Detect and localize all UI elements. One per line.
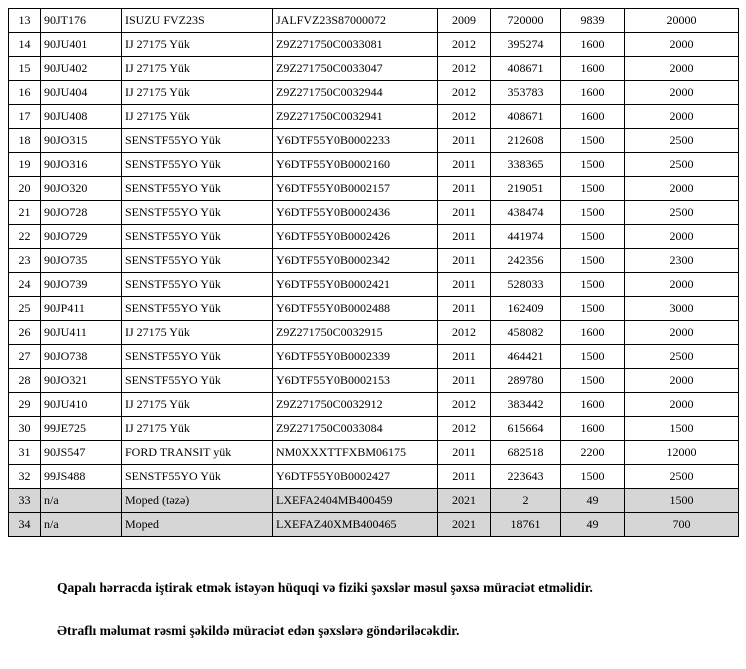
cell-model: IJ 27175 Yük [122,417,273,441]
cell-price: 2000 [625,393,739,417]
cell-engine: 1600 [561,57,625,81]
table-row [9,33,739,57]
cell-engine: 1500 [561,225,625,249]
cell-vin: Z9Z271750C0032941 [273,105,438,129]
cell-mileage: 338365 [491,153,561,177]
table-row [9,465,739,489]
cell-vin: Y6DTF55Y0B0002421 [273,273,438,297]
cell-model: SENSTF55YO Yük [122,225,273,249]
cell-price: 2500 [625,129,739,153]
cell-engine: 1500 [561,369,625,393]
cell-vin: Y6DTF55Y0B0002488 [273,297,438,321]
cell-no: 31 [9,441,41,465]
cell-model: IJ 27175 Yük [122,57,273,81]
table-row [9,417,739,441]
cell-no: 14 [9,33,41,57]
cell-plate: 90JO728 [41,201,122,225]
cell-price: 2000 [625,57,739,81]
cell-model: SENSTF55YO Yük [122,129,273,153]
cell-price: 2000 [625,33,739,57]
cell-mileage: 408671 [491,105,561,129]
cell-plate: 90JU402 [41,57,122,81]
cell-no: 34 [9,513,41,537]
cell-plate: 90JU411 [41,321,122,345]
cell-year: 2011 [438,345,491,369]
cell-no: 15 [9,57,41,81]
cell-plate: n/a [41,489,122,513]
cell-plate: 99JE725 [41,417,122,441]
cell-vin: Y6DTF55Y0B0002160 [273,153,438,177]
cell-model: Moped [122,513,273,537]
cell-mileage: 162409 [491,297,561,321]
cell-year: 2011 [438,129,491,153]
cell-vin: Y6DTF55Y0B0002233 [273,129,438,153]
cell-plate: 90JO316 [41,153,122,177]
cell-engine: 1600 [561,81,625,105]
cell-model: IJ 27175 Yük [122,321,273,345]
cell-mileage: 223643 [491,465,561,489]
cell-no: 21 [9,201,41,225]
cell-mileage: 458082 [491,321,561,345]
cell-no: 16 [9,81,41,105]
cell-year: 2011 [438,201,491,225]
cell-vin: Y6DTF55Y0B0002342 [273,249,438,273]
cell-model: SENSTF55YO Yük [122,201,273,225]
cell-year: 2011 [438,441,491,465]
cell-vin: JALFVZ23S87000072 [273,9,438,33]
vehicle-table-body [9,9,739,537]
table-row [9,105,739,129]
cell-no: 29 [9,393,41,417]
cell-engine: 49 [561,513,625,537]
table-row [9,81,739,105]
cell-engine: 1500 [561,273,625,297]
table-row [9,441,739,465]
cell-mileage: 219051 [491,177,561,201]
cell-year: 2011 [438,273,491,297]
cell-price: 2000 [625,321,739,345]
cell-plate: 90JO320 [41,177,122,201]
cell-no: 22 [9,225,41,249]
cell-no: 19 [9,153,41,177]
cell-mileage: 408671 [491,57,561,81]
cell-engine: 1500 [561,153,625,177]
cell-year: 2012 [438,105,491,129]
cell-plate: 90JU410 [41,393,122,417]
cell-price: 12000 [625,441,739,465]
cell-plate: 90JU401 [41,33,122,57]
cell-mileage: 242356 [491,249,561,273]
cell-price: 2000 [625,369,739,393]
cell-plate: 90JP411 [41,297,122,321]
cell-model: SENSTF55YO Yük [122,465,273,489]
cell-engine: 1600 [561,105,625,129]
cell-no: 33 [9,489,41,513]
cell-model: SENSTF55YO Yük [122,345,273,369]
cell-model: IJ 27175 Yük [122,33,273,57]
cell-no: 28 [9,369,41,393]
table-row [9,369,739,393]
cell-price: 2000 [625,177,739,201]
table-row [9,321,739,345]
cell-mileage: 2 [491,489,561,513]
cell-vin: Y6DTF55Y0B0002339 [273,345,438,369]
cell-engine: 1600 [561,321,625,345]
cell-year: 2011 [438,369,491,393]
cell-plate: 90JU404 [41,81,122,105]
cell-mileage: 18761 [491,513,561,537]
table-row [9,129,739,153]
cell-vin: Z9Z271750C0032915 [273,321,438,345]
cell-plate: n/a [41,513,122,537]
cell-year: 2012 [438,81,491,105]
cell-vin: LXEFAZ40XMB400465 [273,513,438,537]
table-row [9,153,739,177]
cell-model: SENSTF55YO Yük [122,297,273,321]
cell-price: 3000 [625,297,739,321]
table-row [9,201,739,225]
cell-engine: 9839 [561,9,625,33]
cell-year: 2012 [438,321,491,345]
cell-engine: 1500 [561,201,625,225]
cell-mileage: 289780 [491,369,561,393]
cell-mileage: 438474 [491,201,561,225]
cell-vin: Y6DTF55Y0B0002436 [273,201,438,225]
cell-price: 700 [625,513,739,537]
cell-engine: 2200 [561,441,625,465]
cell-price: 2000 [625,273,739,297]
cell-year: 2021 [438,513,491,537]
cell-engine: 1600 [561,33,625,57]
table-row [9,345,739,369]
cell-no: 13 [9,9,41,33]
cell-no: 24 [9,273,41,297]
table-row [9,177,739,201]
cell-price: 2500 [625,465,739,489]
cell-plate: 99JS488 [41,465,122,489]
table-row [9,9,739,33]
cell-model: Moped (təzə) [122,489,273,513]
cell-plate: 90JO738 [41,345,122,369]
cell-mileage: 615664 [491,417,561,441]
cell-no: 30 [9,417,41,441]
cell-year: 2011 [438,153,491,177]
cell-engine: 1500 [561,129,625,153]
cell-vin: LXEFA2404MB400459 [273,489,438,513]
cell-plate: 90JU408 [41,105,122,129]
cell-engine: 1500 [561,297,625,321]
cell-engine: 1500 [561,465,625,489]
cell-price: 2500 [625,201,739,225]
cell-no: 20 [9,177,41,201]
cell-price: 2000 [625,81,739,105]
cell-price: 1500 [625,489,739,513]
cell-engine: 1500 [561,249,625,273]
cell-year: 2021 [438,489,491,513]
cell-year: 2012 [438,57,491,81]
cell-model: SENSTF55YO Yük [122,249,273,273]
note-information: Ətraflı məlumat rəsmi şəkildə müraciət edən şəxslərə göndəriləcəkdir. [57,622,460,638]
cell-year: 2012 [438,33,491,57]
cell-year: 2011 [438,177,491,201]
cell-vin: Z9Z271750C0033081 [273,33,438,57]
table-row [9,273,739,297]
cell-mileage: 395274 [491,33,561,57]
cell-model: SENSTF55YO Yük [122,369,273,393]
cell-vin: Y6DTF55Y0B0002157 [273,177,438,201]
cell-mileage: 383442 [491,393,561,417]
cell-price: 2000 [625,225,739,249]
note-participation: Qapalı hərracda iştirak etmək istəyən hüquqi və fiziki şəxslər məsul şəxsə müraciət etməlidir. [57,580,593,595]
cell-mileage: 353783 [491,81,561,105]
cell-model: SENSTF55YO Yük [122,153,273,177]
cell-year: 2012 [438,393,491,417]
table-row [9,57,739,81]
cell-engine: 1500 [561,177,625,201]
cell-no: 26 [9,321,41,345]
cell-engine: 49 [561,489,625,513]
cell-vin: Y6DTF55Y0B0002427 [273,465,438,489]
cell-year: 2009 [438,9,491,33]
cell-price: 2000 [625,105,739,129]
cell-mileage: 464421 [491,345,561,369]
cell-model: IJ 27175 Yük [122,393,273,417]
cell-plate: 90JO321 [41,369,122,393]
cell-mileage: 720000 [491,9,561,33]
cell-model: SENSTF55YO Yük [122,273,273,297]
cell-no: 27 [9,345,41,369]
cell-engine: 1500 [561,345,625,369]
cell-plate: 90JO735 [41,249,122,273]
table-row [9,489,739,513]
cell-vin: Z9Z271750C0032944 [273,81,438,105]
cell-model: IJ 27175 Yük [122,81,273,105]
cell-plate: 90JO315 [41,129,122,153]
cell-year: 2011 [438,297,491,321]
vehicle-table [8,8,739,537]
cell-price: 2500 [625,345,739,369]
cell-mileage: 212608 [491,129,561,153]
cell-vin: Z9Z271750C0033047 [273,57,438,81]
cell-plate: 90JT176 [41,9,122,33]
cell-model: SENSTF55YO Yük [122,177,273,201]
cell-vin: Z9Z271750C0032912 [273,393,438,417]
cell-year: 2012 [438,417,491,441]
cell-vin: Y6DTF55Y0B0002153 [273,369,438,393]
cell-vin: Y6DTF55Y0B0002426 [273,225,438,249]
table-row [9,225,739,249]
cell-model: IJ 27175 Yük [122,105,273,129]
cell-engine: 1600 [561,417,625,441]
cell-no: 25 [9,297,41,321]
cell-engine: 1600 [561,393,625,417]
table-row [9,393,739,417]
cell-price: 20000 [625,9,739,33]
cell-no: 18 [9,129,41,153]
cell-plate: 90JS547 [41,441,122,465]
cell-no: 17 [9,105,41,129]
cell-model: ISUZU FVZ23S [122,9,273,33]
cell-year: 2011 [438,465,491,489]
cell-plate: 90JO729 [41,225,122,249]
cell-no: 23 [9,249,41,273]
cell-price: 1500 [625,417,739,441]
cell-plate: 90JO739 [41,273,122,297]
table-row [9,513,739,537]
cell-price: 2500 [625,153,739,177]
cell-year: 2011 [438,225,491,249]
cell-vin: Z9Z271750C0033084 [273,417,438,441]
notes-section [57,579,649,641]
cell-no: 32 [9,465,41,489]
cell-year: 2011 [438,249,491,273]
table-row [9,249,739,273]
cell-mileage: 441974 [491,225,561,249]
cell-mileage: 528033 [491,273,561,297]
cell-model: FORD TRANSIT yük [122,441,273,465]
cell-mileage: 682518 [491,441,561,465]
cell-vin: NM0XXXTTFXBM06175 [273,441,438,465]
cell-price: 2300 [625,249,739,273]
table-row [9,297,739,321]
